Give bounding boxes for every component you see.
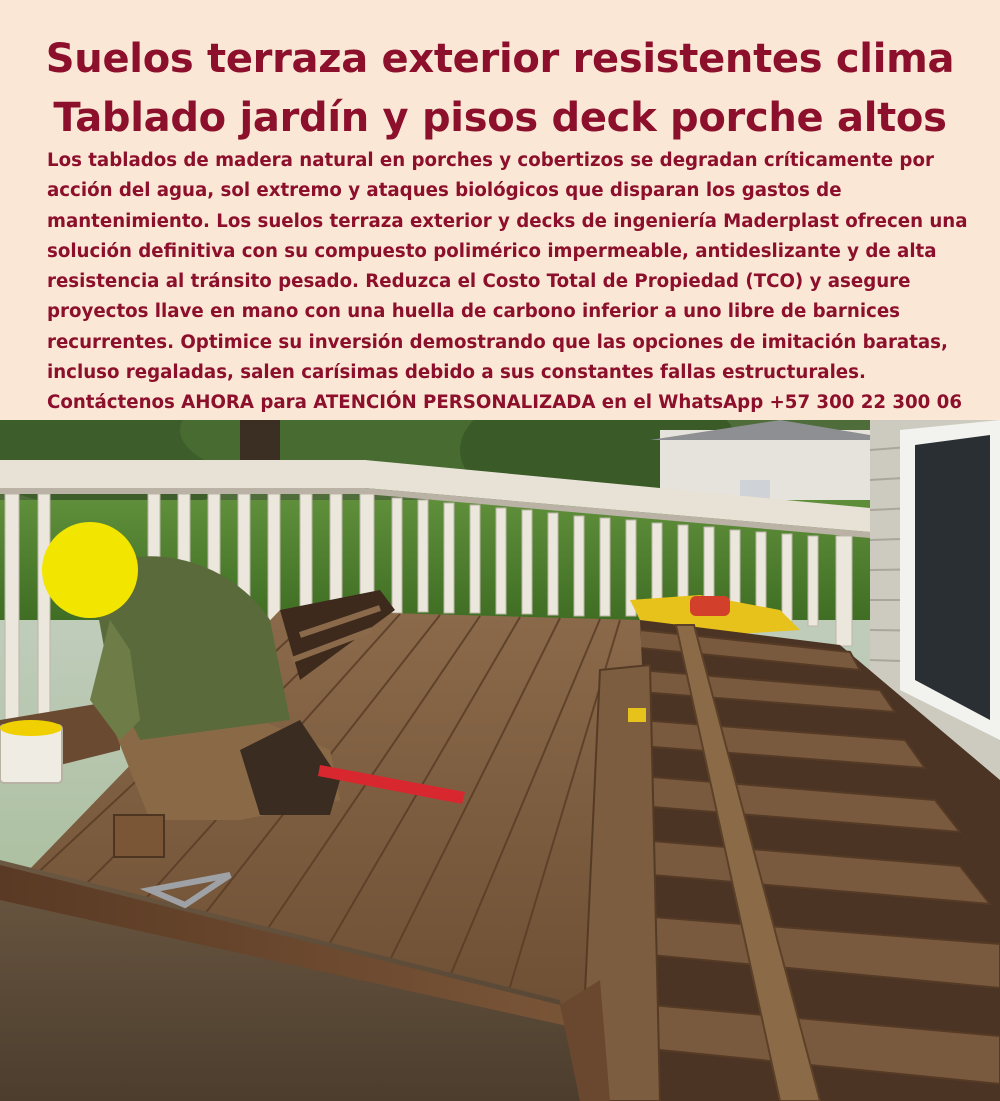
deck-installation-photo <box>0 420 1000 1101</box>
description-line: incluso regaladas, salen carísimas debido a sus constantes fallas estructurales. <box>47 362 866 384</box>
contact-line: Contáctenos AHORA para ATENCIÓN PERSONALIZADA en el WhatsApp +57 300 22 300 06 <box>47 392 962 414</box>
description-line: resistencia al tránsito pesado. Reduzca el Costo Total de Propiedad (TCO) y asegure <box>47 271 911 293</box>
description-line: solución definitiva con su compuesto polimérico impermeable, antideslizante y de alta <box>47 240 937 262</box>
description-line: recurrentes. Optimice su inversión demostrando que las opciones de imitación baratas, <box>47 331 948 353</box>
headline-line-2: Tablado jardín y pisos deck porche altos <box>53 95 947 141</box>
description-line: proyectos llave en mano con una huella de carbono inferior a uno libre de barnices <box>47 301 900 323</box>
description-line: mantenimiento. Los suelos terraza exterior y decks de ingeniería Maderplast ofrecen una <box>47 210 968 232</box>
deck-photo-illustration <box>0 420 1000 1101</box>
description-line: Los tablados de madera natural en porches y cobertizos se degradan críticamente por <box>47 150 934 171</box>
description-line: acción del agua, sol extremo y ataques biológicos que disparan los gastos de <box>47 180 842 202</box>
ad-header <box>0 0 1000 420</box>
headline-line-1: Suelos terraza exterior resistentes clima <box>45 36 955 82</box>
description-paragraph <box>47 146 968 419</box>
